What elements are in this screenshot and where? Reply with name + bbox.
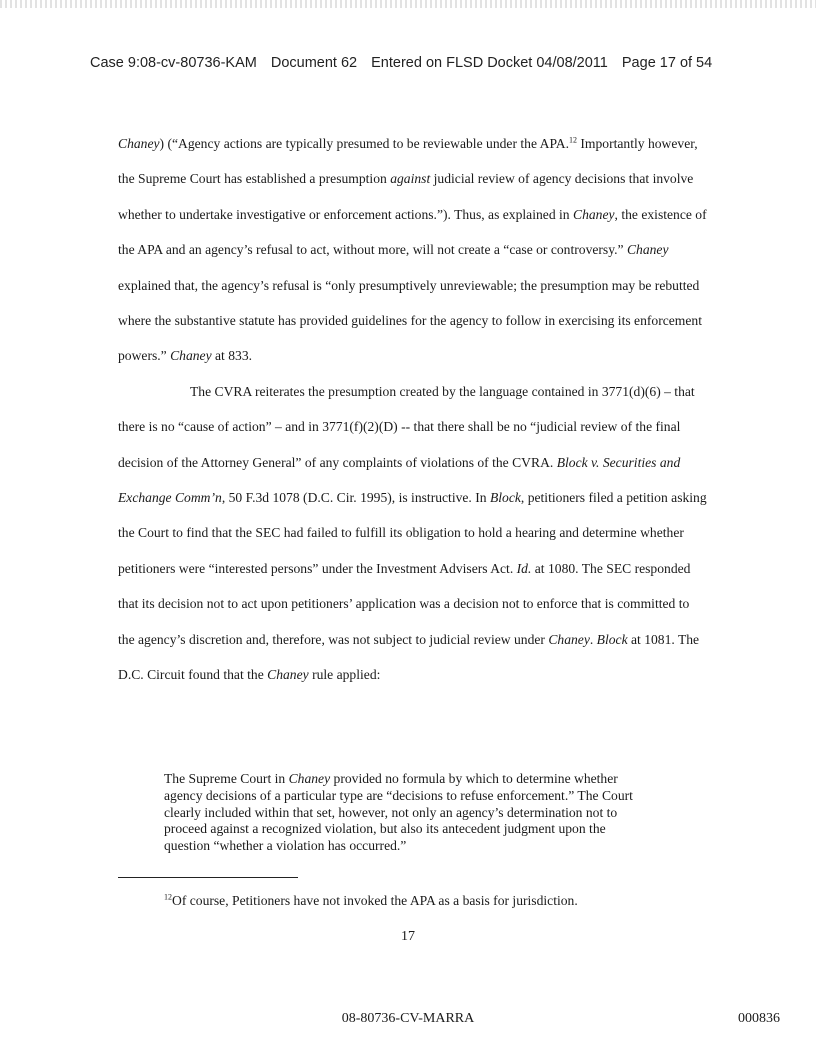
footnote-text: Of course, Petitioners have not invoked the APA as a basis for jurisdiction. xyxy=(172,893,578,908)
case-number: Case 9:08-cv-80736-KAM xyxy=(90,55,257,71)
footnote-number: 12 xyxy=(164,892,172,902)
page-of-total: Page 17 of 54 xyxy=(621,55,713,71)
paragraph-chaney-continued: Chaney) (“Agency actions are typically presumed to be reviewable under the APA.$^{12}$ Importantly however, the Supreme Court has established a presumption against judicial review of agency decisions that involve whether to undertake investigative or enforcement actions.”). Thus, as explained in Chaney, the existence of the APA and an agency’s refusal to act, without more, will not create a “case or controversy.” Chaney explained that, the agency’s refusal is “only presumptively unreviewable; the presumption may be rebutted where the substantive statute has provided guidelines for the agency to follow in exercising its enforcement powers.” Chaney at 833. xyxy=(118,135,707,364)
bates-number: 000836 xyxy=(738,1011,780,1026)
case-reference-footer: 08-80736-CV-MARRA xyxy=(341,1011,475,1026)
document-body xyxy=(118,126,708,693)
page-number: 17 xyxy=(401,929,415,944)
scan-artifact-edge xyxy=(0,0,816,8)
footnote-12 xyxy=(164,893,684,909)
court-filing-header xyxy=(90,55,750,71)
paragraph-cvra: The CVRA reiterates the presumption created by the language contained in 3771(d)(6) – that there is no “cause of action” – and in 3771(f)(2)(D) -- that there shall be no “judicial review of the final decision of the Attorney General” of any complaints of violations of the CVRA. Block v. Securities and Exchange Comm’n, 50 F.3d 1078 (D.C. Cir. 1995), is instructive. In Block, petitioners filed a petition asking the Court to find that the SEC had failed to fulfill its obligation to hold a hearing and determine whether petitioners were “interested persons” under the Investment Advisers Act. Id. at 1080. The SEC responded that its decision not to act upon petitioners’ application was a decision not to enforce that is committed to the agency’s discretion and, therefore, was not subject to judicial review under Chaney. Block at 1081. The D.C. Circuit found that the Chaney rule applied: xyxy=(118,383,707,683)
document-number: Document 62 xyxy=(270,55,358,71)
docket-entry: Entered on FLSD Docket 04/08/2011 xyxy=(371,55,608,71)
footnote-divider xyxy=(118,877,298,878)
block-quotation: The Supreme Court in Chaney provided no formula by which to determine whether agency decisions of a particular type are “decisions to refuse enforcement.” The Court clearly included within that set, however, not only an agency’s determination not to proceed against a recognized violation, but also its antecedent judgment upon the question “whether a violation has occurred.” xyxy=(164,771,633,854)
footnote-reference: 12 xyxy=(568,135,577,145)
